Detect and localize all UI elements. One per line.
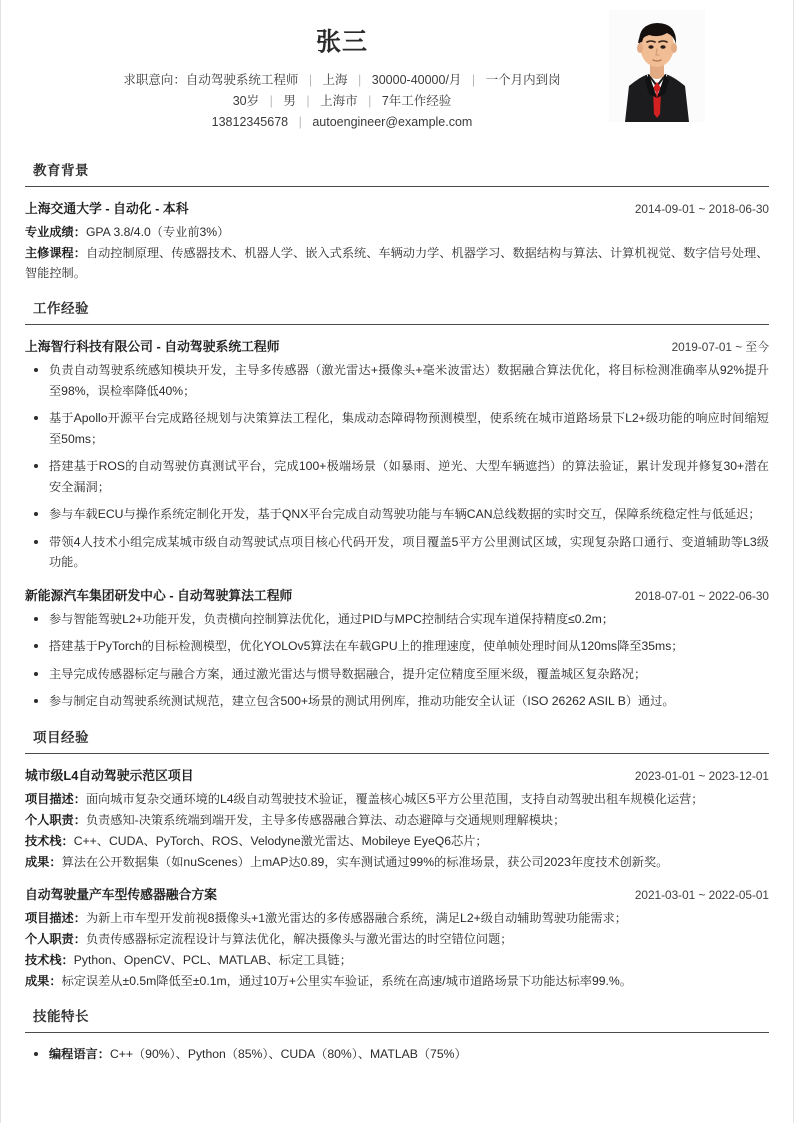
detail-label: 成果： <box>25 973 62 988</box>
detail-text: 负责传感器标定流程设计与算法优化，解决摄像头与激光雷达的时空错位问题； <box>85 931 513 946</box>
objective-salary: 30000-40000/月 <box>371 73 462 87</box>
detail-label: 技术栈： <box>25 952 74 967</box>
detail-label: 专业成绩： <box>25 225 86 239</box>
section-projects <box>25 726 769 991</box>
detail-text: 算法在公开数据集（如nuScenes）上mAP达0.89，实车测试通过99%的标准场景，获公司2023年度技术创新奖。 <box>61 854 669 869</box>
personal-location: 上海市 <box>320 94 358 108</box>
project-detail <box>25 789 769 809</box>
project-detail <box>25 831 769 851</box>
list-item: 基于Apollo开源平台完成路径规划与决策算法工程化，集成动态障碍物预测模型，使系统在城市道路场景下L2+级功能的响应时间缩短至50ms； <box>25 408 769 449</box>
work-bullet-list <box>25 360 769 573</box>
detail-text: 负责感知-决策系统端到端开发，主导多传感器融合算法、动态避障与交通规则理解模块； <box>85 812 566 827</box>
section-title-skills: 技能特长 <box>33 1008 89 1024</box>
entry-header <box>25 884 769 903</box>
list-item: 带领4人技术小组完成某城市级自动驾驶试点项目核心代码开发，项目覆盖5平方公里测试区域，实现复杂路口通行、变道辅助等L3级功能。 <box>25 532 769 573</box>
work-title: 上海智行科技有限公司 - 自动驾驶系统工程师 <box>25 339 280 354</box>
detail-text: 面向城市复杂交通环境的L4级自动驾驶技术验证，覆盖核心城区5平方公里范围，支持自动驾驶出租车规模化运营； <box>85 791 704 806</box>
divider <box>25 753 769 754</box>
separator-icon: | <box>471 73 476 87</box>
entry-header <box>25 585 769 604</box>
skill-label: 编程语言： <box>49 1046 110 1061</box>
detail-label: 项目描述： <box>25 791 86 806</box>
section-title-projects: 项目经验 <box>33 729 89 745</box>
detail-label: 成果： <box>25 854 62 869</box>
work-date: 2018-07-01 ~ 2022-06-30 <box>634 588 769 603</box>
education-detail <box>25 243 769 283</box>
email-address[interactable]: autoengineer@example.com <box>312 115 473 129</box>
separator-icon: | <box>358 73 362 87</box>
phone-number[interactable]: 13812345678 <box>211 115 289 129</box>
entry-header <box>25 336 769 355</box>
education-title: 上海交通大学 - 自动化 - 本科 <box>25 201 189 216</box>
separator-icon: | <box>368 94 372 108</box>
detail-label: 主修课程： <box>25 246 86 260</box>
section-education <box>25 159 769 283</box>
objective-text: 求职意向：自动驾驶系统工程师 <box>123 73 299 87</box>
work-title: 新能源汽车集团研发中心 - 自动驾驶算法工程师 <box>25 587 293 603</box>
work-entry <box>25 336 769 573</box>
list-item: 参与智能驾驶L2+功能开发，负责横向控制算法优化，通过PID与MPC控制结合实现车道保持精度≤0.2m； <box>25 609 769 630</box>
work-bullet-list <box>25 609 769 712</box>
resume-header <box>25 0 769 145</box>
project-date: 2021-03-01 ~ 2022-05-01 <box>634 887 769 902</box>
project-detail <box>25 950 769 970</box>
objective-availability: 一个月内到岗 <box>485 73 561 87</box>
section-title-work: 工作经验 <box>33 301 89 316</box>
section-skills <box>25 1005 769 1065</box>
project-entry <box>25 884 769 991</box>
list-item: 主导完成传感器标定与融合方案，通过激光雷达与惯导数据融合，提升定位精度至厘米级，覆盖城区复杂路况； <box>25 664 769 685</box>
skill-text: C++（90%）、Python（85%）、CUDA（80%）、MATLAB（75%） <box>109 1046 467 1061</box>
project-detail <box>25 971 769 991</box>
personal-age: 30岁 <box>232 94 260 108</box>
divider <box>25 186 769 187</box>
divider <box>25 324 769 325</box>
project-date: 2023-01-01 ~ 2023-12-01 <box>634 768 769 783</box>
separator-icon: | <box>298 115 302 129</box>
page-title: 张三 <box>315 28 368 56</box>
divider <box>25 1032 769 1033</box>
detail-text: Python、OpenCV、PCL、MATLAB、标定工具链； <box>73 952 352 967</box>
list-item: 搭建基于PyTorch的目标检测模型，优化YOLOv5算法在车载GPU上的推理速度，使单帧处理时间从120ms降至35ms； <box>25 636 769 657</box>
education-date: 2014-09-01 ~ 2018-06-30 <box>634 202 769 216</box>
detail-label: 技术栈： <box>25 833 74 848</box>
project-title: 自动驾驶量产车型传感器融合方案 <box>25 886 217 902</box>
objective-city: 上海 <box>322 73 348 87</box>
detail-label: 项目描述： <box>25 910 86 925</box>
project-detail <box>25 852 769 872</box>
detail-text: C++、CUDA、PyTorch、ROS、Velodyne激光雷达、Mobileye EyeQ6芯片； <box>73 833 488 848</box>
project-detail <box>25 810 769 830</box>
project-entry <box>25 765 769 872</box>
entry-header <box>25 198 769 217</box>
separator-icon: | <box>269 94 273 108</box>
education-detail <box>25 222 769 242</box>
section-title-education: 教育背景 <box>33 163 89 178</box>
education-entry <box>25 198 769 283</box>
list-item: 搭建基于ROS的自动驾驶仿真测试平台，完成100+极端场景（如暴雨、逆光、大型车辆遮挡）的算法验证，累计发现并修复30+潜在安全漏洞； <box>25 456 769 497</box>
avatar <box>609 10 705 122</box>
separator-icon: | <box>306 94 310 108</box>
list-item <box>25 1044 769 1065</box>
work-date: 2019-07-01 ~ 至今 <box>671 340 769 354</box>
list-item: 负责自动驾驶系统感知模块开发，主导多传感器（激光雷达+摄像头+毫米波雷达）数据融合算法优化，将目标检测准确率从92%提升至98%，误检率降低40%； <box>25 360 769 401</box>
section-work-experience <box>25 297 769 712</box>
list-item: 参与车载ECU与操作系统定制化开发，基于QNX平台完成自动驾驶功能与车辆CAN总线数据的实时交互，保障系统稳定性与低延迟； <box>25 504 769 525</box>
detail-text: 自动控制原理、传感器技术、机器人学、嵌入式系统、车辆动力学、机器学习、数据结构与算法、计算机视觉、数字信号处理、智能控制。 <box>25 246 769 280</box>
project-detail <box>25 929 769 949</box>
detail-text: GPA 3.8/4.0（专业前3%） <box>85 225 230 239</box>
work-entry <box>25 585 769 712</box>
detail-label: 个人职责： <box>25 931 86 946</box>
detail-text: 标定误差从±0.5m降低至±0.1m，通过10万+公里实车验证，系统在高速/城市道路场景下功能达标率99.%。 <box>61 973 632 988</box>
skills-list <box>25 1044 769 1065</box>
detail-text: 为新上市车型开发前视8摄像头+1激光雷达的多传感器融合系统，满足L2+级自动辅助驾驶功能需求； <box>85 910 627 925</box>
personal-experience: 7年工作经验 <box>381 94 452 108</box>
separator-icon: | <box>308 73 313 87</box>
detail-label: 个人职责： <box>25 812 86 827</box>
personal-gender: 男 <box>283 94 296 108</box>
entry-header <box>25 765 769 784</box>
list-item: 参与制定自动驾驶系统测试规范，建立包含500+场景的测试用例库，推动功能安全认证（ISO 26262 ASIL B）通过。 <box>25 691 769 712</box>
project-title: 城市级L4自动驾驶示范区项目 <box>25 767 194 783</box>
project-detail <box>25 908 769 928</box>
avatar-illustration <box>609 10 705 122</box>
